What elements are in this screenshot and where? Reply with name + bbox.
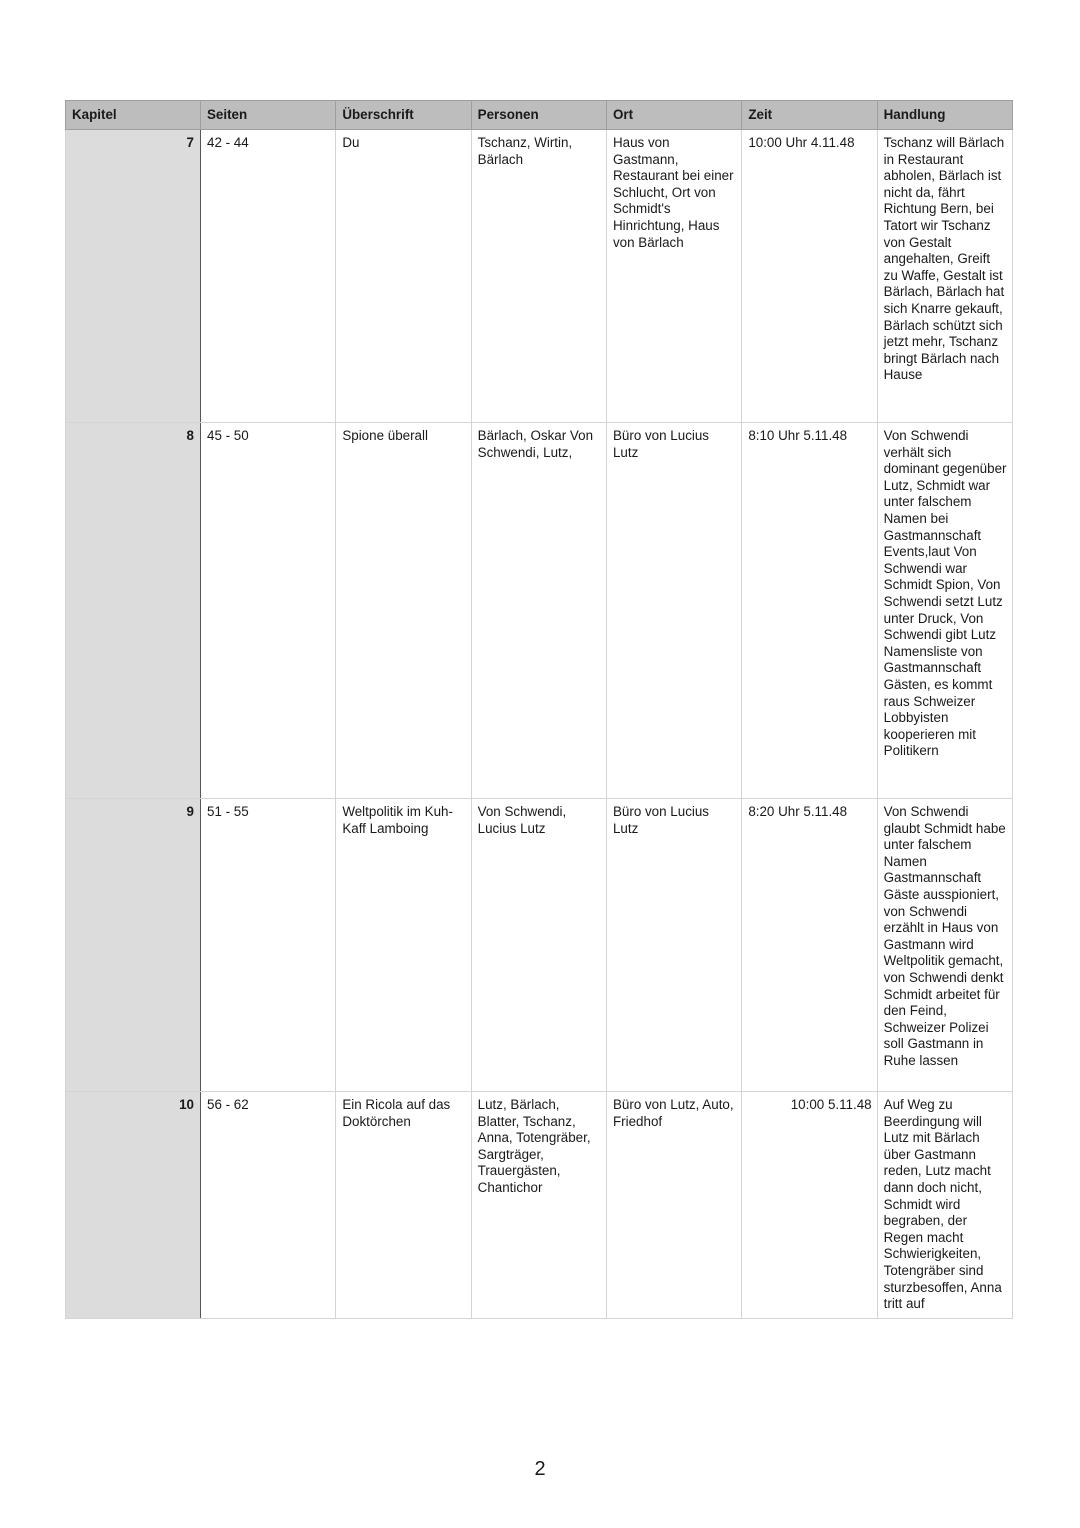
cell-ort: Haus von Gastmann, Restaurant bei einer Schlucht, Ort von Schmidt's Hinrichtung, Haus von Bärlach [606,130,741,423]
cell-ueberschrift: Spione überall [336,423,471,799]
cell-zeit: 8:10 Uhr 5.11.48 [742,423,877,799]
cell-ueberschrift: Ein Ricola auf das Doktörchen [336,1092,471,1319]
cell-kapitel: 8 [66,423,201,799]
cell-kapitel: 7 [66,130,201,423]
table-row [66,1092,1013,1319]
header-zeit: Zeit [742,101,877,130]
header-ort: Ort [606,101,741,130]
header-row [66,101,1013,130]
table-row [66,130,1013,423]
cell-ort: Büro von Lucius Lutz [606,799,741,1092]
cell-personen: Von Schwendi, Lucius Lutz [471,799,606,1092]
cell-personen: Lutz, Bärlach, Blatter, Tschanz, Anna, Totengräber, Sargträger, Trauergästen, Chantichor [471,1092,606,1319]
header-kapitel: Kapitel [66,101,201,130]
cell-ort: Büro von Lucius Lutz [606,423,741,799]
page-number: 2 [534,1458,546,1480]
header-seiten: Seiten [201,101,336,130]
cell-personen: Tschanz, Wirtin, Bärlach [471,130,606,423]
cell-personen: Bärlach, Oskar Von Schwendi, Lutz, [471,423,606,799]
cell-handlung: Von Schwendi glaubt Schmidt habe unter falschem Namen Gastmannschaft Gäste ausspioniert, von Schwendi erzählt in Haus von Gastmann wird Weltpolitik gemacht, von Schwendi denkt Schmidt arbeitet für den Feind, Schweizer Polizei soll Gastmann in Ruhe lassen [877,799,1012,1092]
cell-ueberschrift: Weltpolitik im Kuh-Kaff Lamboing [336,799,471,1092]
cell-seiten: 45 - 50 [201,423,336,799]
table-row [66,423,1013,799]
cell-handlung: Von Schwendi verhält sich dominant gegenüber Lutz, Schmidt war unter falschem Namen bei Gastmannschaft Events,laut Von Schwendi war Schmidt Spion, Von Schwendi setzt Lutz unter Druck, Von Schwendi gibt Lutz Namensliste von Gastmannschaft Gästen, es kommt raus Schweizer Lobbyisten kooperieren mit Politikern [877,423,1012,799]
cell-kapitel: 10 [66,1092,201,1319]
header-handlung: Handlung [877,101,1012,130]
header-ueberschrift: Überschrift [336,101,471,130]
cell-zeit: 10:00 5.11.48 [742,1092,877,1319]
cell-handlung: Tschanz will Bärlach in Restaurant abholen, Bärlach ist nicht da, fährt Richtung Bern, bei Tatort wir Tschanz von Gestalt angehalten, Greift zu Waffe, Gestalt ist Bärlach, Bärlach hat sich Knarre gekauft, Bärlach schützt sich jetzt mehr, Tschanz bringt Bärlach nach Hause [877,130,1012,423]
cell-seiten: 51 - 55 [201,799,336,1092]
cell-handlung: Auf Weg zu Beerdingung will Lutz mit Bärlach über Gastmann reden, Lutz macht dann doch nicht, Schmidt wird begraben, der Regen macht Schwierigkeiten, Totengräber sind sturzbesoffen, Anna tritt auf [877,1092,1012,1319]
cell-ort: Büro von Lutz, Auto, Friedhof [606,1092,741,1319]
chapter-table [65,100,1013,1319]
cell-zeit: 10:00 Uhr 4.11.48 [742,130,877,423]
cell-kapitel: 9 [66,799,201,1092]
cell-seiten: 56 - 62 [201,1092,336,1319]
table-row [66,799,1013,1092]
cell-zeit: 8:20 Uhr 5.11.48 [742,799,877,1092]
header-personen: Personen [471,101,606,130]
cell-seiten: 42 - 44 [201,130,336,423]
cell-ueberschrift: Du [336,130,471,423]
